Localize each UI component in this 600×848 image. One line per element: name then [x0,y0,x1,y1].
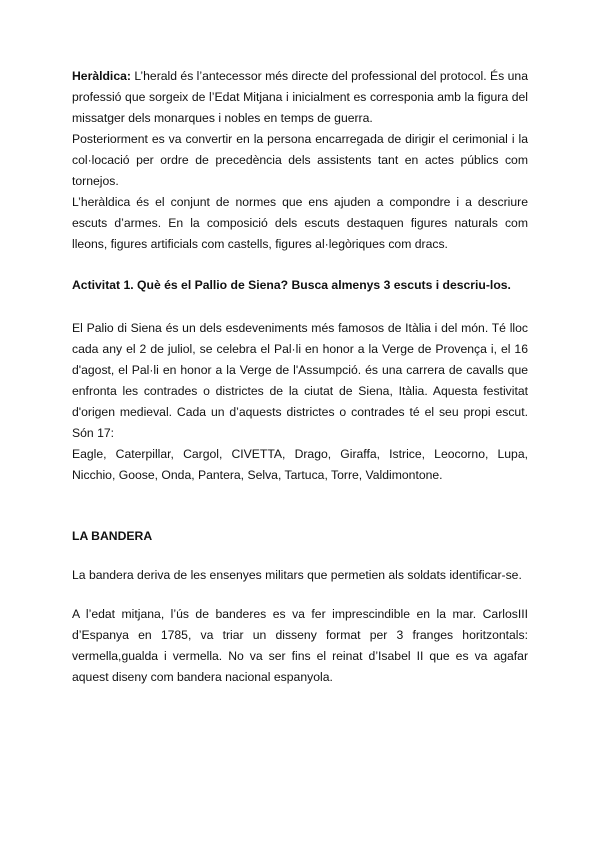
heraldica-text-1: L’herald és l’antecessor més directe del professional del protocol. És una professió que sorgeix de l’Edat Mitjana i inicialment es corresponia amb la figura del missatger dels monarques i nobles en temps de guerra. [72,69,528,125]
bandera-heading: LA BANDERA [72,529,153,543]
heraldica-paragraph-2: Posteriorment es va convertir en la persona encarregada de dirigir el cerimonial i la col·locació per ordre de precedència dels assistents tant en actes públics com tornejos. [72,132,528,188]
activitat-paragraph-1: El Palio di Siena és un dels esdeveniments més famosos de Itàlia i del món. Té lloc cada any el 2 de juliol, se celebra el Pal·li en honor a la Verge de Provença i, el 16 d'agost, el Pal·li en honor a la Verge de l'Assumpció. és una carrera de cavalls que enfronta les contrades o districtes de la ciutat de Siena, Itàlia. Aquesta festivitat d'origen medieval. Cada un d’aquests districtes o contrades té el seu propi escut. Són 17: [72,321,528,440]
bandera-paragraph-1: La bandera deriva de les ensenyes militars que permetien als soldats identificar-se. [72,568,522,582]
activitat-contrades-list: Eagle, Caterpillar, Cargol, CIVETTA, Drago, Giraffa, Istrice, Leocorno, Lupa, Nicchio, Goose, Onda, Pantera, Selva, Tartuca, Torre, Valdimontone. [72,447,528,482]
heraldica-paragraph-3: L’heràldica és el conjunt de normes que ens ajuden a compondre i a descriure escuts d’armes. En la composició dels escuts destaquen figures naturals com lleons, figures artificials com castells, figures al·legòriques com dracs. [72,195,528,251]
heraldica-paragraph-1 [72,66,528,129]
bandera-paragraph-2: A l’edat mitjana, l’ús de banderes es va fer imprescindible en la mar. CarlosIII d’Espanya en 1785, va triar un disseny format per 3 franges horitzontals: vermella,gualda i vermella. No va ser fins el reinat d’Isabel II que es va agafar aquest diseny com bandera nacional espanyola. [72,607,528,684]
activitat-heading: Activitat 1. Què és el Pallio de Siena? Busca almenys 3 escuts i descriu-los. [72,278,511,292]
heraldica-term: Heràldica: [72,69,131,83]
document-page [72,66,528,688]
